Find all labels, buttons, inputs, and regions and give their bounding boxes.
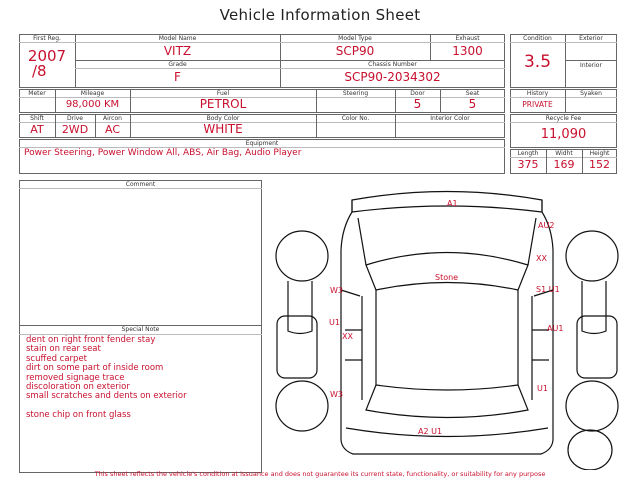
height-label: Height <box>589 150 610 157</box>
exhaust-value: 1300 <box>452 44 483 58</box>
drive-label: Drive <box>67 115 83 122</box>
width-value: 169 <box>553 158 575 171</box>
note-line: stone chip on front glass <box>26 410 131 421</box>
damage-stone: Stone <box>435 273 459 282</box>
mileage-label: Mileage <box>80 90 105 97</box>
fuel-value: PETROL <box>199 97 247 111</box>
first-reg-month: /8 <box>32 62 47 80</box>
damage-s1u1: S1 U1 <box>536 285 560 294</box>
damage-w3-left: W3 <box>330 286 343 295</box>
interior-label: Interior <box>580 62 602 69</box>
model-type: SCP90 <box>335 44 375 58</box>
body-color-value: WHITE <box>203 122 243 136</box>
body-color-label: Body Color <box>206 115 240 122</box>
model-name: VITZ <box>163 44 192 58</box>
damage-xx-right: XX <box>536 254 547 263</box>
recycle-label: Recycle Fee <box>545 115 582 122</box>
damage-u1-left: U1 <box>329 318 340 327</box>
wheel-rear-left <box>276 381 328 431</box>
special-note-label: Special Note <box>121 326 160 333</box>
note-line: scuffed carpet <box>26 353 88 364</box>
seat-label: Seat <box>465 90 480 97</box>
sheet-title: Vehicle Information Sheet <box>219 6 421 24</box>
syaken-label: Syaken <box>580 90 602 97</box>
wheel-front-left <box>276 231 328 281</box>
exhaust-label: Exhaust <box>455 35 480 42</box>
wheel-spare <box>568 430 612 470</box>
grade-label: Grade <box>168 61 187 68</box>
mileage-value: 98,000 KM <box>65 99 120 110</box>
door-value: 5 <box>413 97 422 111</box>
first-reg-label: First Reg. <box>33 35 61 42</box>
history-label: History <box>526 90 549 97</box>
first-reg-year: 2007 <box>27 47 67 65</box>
shift-value: AT <box>30 123 44 136</box>
damage-au1: AU1 <box>547 324 564 333</box>
door-line-right <box>532 330 549 360</box>
note-line: small scratches and dents on exterior <box>26 391 187 402</box>
history-value: PRIVATE <box>522 100 553 109</box>
door-front-right <box>577 316 617 378</box>
wheel-front-right <box>566 231 618 281</box>
windshield <box>366 253 528 291</box>
comment-label: Comment <box>125 181 156 188</box>
car-damage-diagram <box>268 180 640 470</box>
door-front-left <box>277 316 317 378</box>
damage-u1-right: U1 <box>537 384 548 393</box>
meter-label: Meter <box>28 90 46 97</box>
note-line: dent on right front fender stay <box>26 335 156 345</box>
car-body-outline <box>341 192 553 455</box>
rear-bumper <box>346 428 548 437</box>
color-no-label: Color No. <box>341 115 370 122</box>
drive-value: 2WD <box>61 123 89 136</box>
length-value: 375 <box>517 158 539 171</box>
door-label: Door <box>410 90 425 97</box>
disclaimer-footer: This sheet reflects the vehicle's condition at issuance and does not guarantee its current state, functionality, or suitability for any purpose <box>94 470 546 478</box>
height-value: 152 <box>589 158 610 171</box>
seat-value: 5 <box>468 97 477 111</box>
note-line: removed signage trace <box>26 372 125 383</box>
exterior-label: Exterior <box>579 35 603 42</box>
recycle-value: 11,090 <box>540 127 587 142</box>
chassis-number: SCP90-2034302 <box>344 70 441 84</box>
aircon-label: Aircon <box>103 115 122 122</box>
wheel-rear-right <box>566 381 618 431</box>
damage-a1: A1 <box>447 199 458 208</box>
special-note-list <box>26 336 187 421</box>
width-label: Widht <box>555 150 573 157</box>
interior-color-label: Interior Color <box>430 115 470 122</box>
model-type-label: Model Type <box>338 35 372 42</box>
roof <box>376 290 518 390</box>
steering-label: Steering <box>342 90 369 97</box>
aircon-value: AC <box>104 123 120 136</box>
note-line: discoloration on exterior <box>26 382 130 393</box>
condition-score: 3.5 <box>523 52 552 72</box>
side-panel-left <box>288 281 312 334</box>
note-line: dirt on some part of inside room <box>26 363 164 374</box>
damage-a2u1: A2 U1 <box>418 427 443 436</box>
damage-xx-left: XX <box>342 332 353 341</box>
fuel-label: Fuel <box>216 90 230 97</box>
damage-au2: AU2 <box>538 221 555 230</box>
model-name-label: Model Name <box>158 35 197 42</box>
note-line: stain on rear seat <box>26 344 101 355</box>
side-panel-right <box>582 281 606 334</box>
shift-label: Shift <box>30 115 44 122</box>
condition-label: Condition <box>523 35 552 42</box>
grade-value: F <box>174 70 181 84</box>
equipment-text: Power Steering, Power Window All, ABS, Air Bag, Audio Player <box>24 148 302 158</box>
length-label: Length <box>517 150 539 157</box>
equipment-label: Equipment <box>245 140 279 147</box>
damage-w3-bottom: W3 <box>330 390 343 399</box>
chassis-label: Chassis Number <box>368 61 417 68</box>
